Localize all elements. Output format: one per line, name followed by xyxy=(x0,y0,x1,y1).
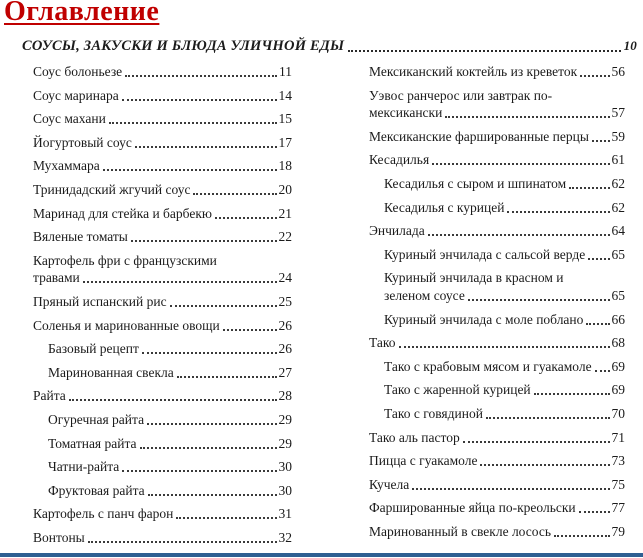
dot-leader xyxy=(534,393,610,395)
page-number: 22 xyxy=(278,229,292,245)
dot-leader xyxy=(223,329,277,331)
page-number: 26 xyxy=(278,341,292,357)
page-number: 15 xyxy=(278,111,292,127)
dot-leader xyxy=(140,447,277,449)
dot-leader xyxy=(432,163,609,165)
toc-entry-label: Огуречная райта xyxy=(48,411,145,427)
dot-leader xyxy=(507,211,609,213)
page-number: 64 xyxy=(611,223,625,239)
toc-entry-label: Базовый рецепт xyxy=(48,341,139,357)
dot-leader xyxy=(463,441,610,443)
toc-entry-label: Куриный энчилада с моле поблано xyxy=(384,311,584,327)
toc-entry[interactable] xyxy=(33,317,292,335)
toc-entry[interactable] xyxy=(369,128,625,146)
toc-entry-label: Мухаммара xyxy=(33,158,100,174)
window-edge-bar xyxy=(0,553,643,557)
toc-entry-label: Тако с крабовым мясом и гуакамоле xyxy=(384,358,592,374)
toc-entry-label: Маринад для стейка и барбекю xyxy=(33,205,212,221)
page-number: 20 xyxy=(278,181,292,197)
toc-entry-last-line xyxy=(369,222,625,240)
toc-entry-last-line xyxy=(384,381,625,399)
toc-entry-label: Тако аль пастор xyxy=(369,429,460,445)
toc-entry-label: Кесадилья xyxy=(369,152,430,168)
dot-leader xyxy=(348,50,620,52)
dot-leader xyxy=(579,511,610,513)
dot-leader xyxy=(176,517,276,519)
page-number: 66 xyxy=(611,311,625,327)
toc-entry-label-line: Уэвос ранчерос или завтрак по- xyxy=(369,87,553,103)
toc-entry-last-line xyxy=(33,87,292,105)
page-number: 57 xyxy=(611,105,625,121)
toc-entry[interactable] xyxy=(369,523,625,541)
toc-entry-label: Соленья и маринованные овощи xyxy=(33,317,220,333)
toc-entry[interactable] xyxy=(33,87,292,105)
toc-entry-last-line xyxy=(369,334,625,352)
page-number: 27 xyxy=(278,364,292,380)
toc-entry[interactable] xyxy=(33,157,292,175)
toc-entry[interactable] xyxy=(33,529,292,547)
toc-entry[interactable] xyxy=(369,405,625,423)
toc-entry-last-line xyxy=(384,405,625,423)
toc-entry-label: Вонтоны xyxy=(33,529,85,545)
dot-leader xyxy=(586,323,609,325)
toc-entry[interactable] xyxy=(369,151,625,169)
toc-entry-last-line xyxy=(384,287,625,305)
dot-leader xyxy=(468,299,610,301)
page-number: 65 xyxy=(611,287,625,303)
dot-leader xyxy=(170,305,277,307)
page-number: 75 xyxy=(611,476,625,492)
page-number: 26 xyxy=(278,317,292,333)
page-number: 30 xyxy=(278,482,292,498)
dot-leader xyxy=(122,99,277,101)
toc-entry-label-line: Куриный энчилада в красном и xyxy=(384,270,564,286)
toc-entry[interactable] xyxy=(33,134,292,152)
dot-leader xyxy=(580,75,609,77)
toc-entry-label: Фруктовая райта xyxy=(48,482,145,498)
page-number: 73 xyxy=(611,453,625,469)
page-number: 79 xyxy=(611,523,625,539)
toc-entry-label: Соус маринара xyxy=(33,87,119,103)
toc-entry[interactable] xyxy=(369,499,625,517)
toc-entry-last-line xyxy=(33,317,292,335)
page-number: 17 xyxy=(278,134,292,150)
toc-entry-last-line xyxy=(48,482,292,500)
dot-leader xyxy=(445,116,609,118)
toc-entry-label: Чатни-райта xyxy=(48,459,120,475)
dot-leader xyxy=(88,541,277,543)
page-number: 25 xyxy=(278,293,292,309)
page-number: 30 xyxy=(278,459,292,475)
toc-entry[interactable] xyxy=(369,334,625,352)
toc-entry-last-line xyxy=(384,311,625,329)
page-number: 11 xyxy=(279,64,292,79)
page-number: 32 xyxy=(278,529,292,545)
page-number: 29 xyxy=(278,435,292,451)
toc-entry[interactable] xyxy=(33,458,292,476)
dot-leader xyxy=(142,352,277,354)
toc-entry-last-line xyxy=(384,175,625,193)
toc-entry-label: Вяленые томаты xyxy=(33,229,128,245)
toc-entry[interactable] xyxy=(33,364,292,382)
toc-entry[interactable] xyxy=(369,452,625,470)
dot-leader xyxy=(109,122,277,124)
toc-entry-last-line xyxy=(48,364,292,382)
toc-entry-label: зеленом соусе xyxy=(384,287,465,303)
page-number: 29 xyxy=(278,411,292,427)
toc-entry[interactable] xyxy=(369,269,625,304)
toc-entry[interactable] xyxy=(33,110,292,128)
toc-entry-last-line xyxy=(369,104,625,122)
toc-entry[interactable] xyxy=(369,199,625,217)
page-number: 10 xyxy=(623,38,637,53)
toc-entry-last-line xyxy=(48,458,292,476)
dot-leader xyxy=(554,535,610,537)
page-number: 24 xyxy=(278,270,292,286)
toc-entry-last-line xyxy=(369,523,625,541)
toc-entry-label: Тако с жаренной курицей xyxy=(384,382,531,398)
toc-entry-last-line xyxy=(384,358,625,376)
dot-leader xyxy=(569,187,609,189)
page-number: 18 xyxy=(278,158,292,174)
toc-entry-label: Кесадилья с курицей xyxy=(384,199,505,215)
dot-leader xyxy=(122,470,276,472)
toc-entry-label: Тако с говядиной xyxy=(384,405,483,421)
toc-entry-last-line xyxy=(33,529,292,547)
toc-entry-label: Мексиканские фаршированные перцы xyxy=(369,128,589,144)
toc-entry-last-line xyxy=(369,63,625,81)
toc-entry-label: Соус махани xyxy=(33,111,106,127)
toc-entry-label: Энчилада xyxy=(369,223,425,239)
toc-entry[interactable] xyxy=(369,63,625,81)
toc-left-column xyxy=(33,63,292,552)
toc-entry-label: Пицца с гуакамоле xyxy=(369,453,478,469)
toc-entry[interactable] xyxy=(369,476,625,494)
page-number: 65 xyxy=(611,246,625,262)
toc-entry-last-line xyxy=(33,157,292,175)
dot-leader xyxy=(480,464,609,466)
toc-entry-last-line xyxy=(33,205,292,223)
toc-entry[interactable] xyxy=(369,222,625,240)
toc-entry-label: травами xyxy=(33,270,80,286)
dot-leader xyxy=(428,234,610,236)
toc-entry[interactable] xyxy=(369,246,625,264)
dot-leader xyxy=(592,140,610,142)
toc-entry-last-line xyxy=(369,476,625,494)
toc-entry-label: Тринидадский жгучий соус xyxy=(33,181,191,197)
toc-entry-last-line xyxy=(369,128,625,146)
toc-entry-last-line xyxy=(33,110,292,128)
toc-entry-label: Пряный испанский рис xyxy=(33,293,167,309)
toc-entry[interactable] xyxy=(33,340,292,358)
toc-entry-label: Кесадилья с сыром и шпинатом xyxy=(384,175,567,191)
toc-entry-label: Маринованная свекла xyxy=(48,364,174,380)
page-number: 62 xyxy=(611,199,625,215)
dot-leader xyxy=(148,494,277,496)
dot-leader xyxy=(177,376,277,378)
toc-entry[interactable] xyxy=(33,387,292,405)
toc-title: Оглавление xyxy=(4,0,160,27)
toc-entry-label: Томатная райта xyxy=(48,435,137,451)
toc-entry-label: Йогуртовый соус xyxy=(33,134,132,150)
dot-leader xyxy=(215,217,277,219)
toc-entry[interactable] xyxy=(33,228,292,246)
page-number: 69 xyxy=(611,382,625,398)
toc-entry-label: Фаршированные яйца по-креольски xyxy=(369,500,576,516)
toc-entry-last-line xyxy=(369,452,625,470)
dot-leader xyxy=(69,399,277,401)
toc-entry-last-line xyxy=(33,387,292,405)
toc-entry-last-line xyxy=(384,246,625,264)
toc-entry-last-line xyxy=(33,505,292,523)
toc-entry-last-line xyxy=(33,228,292,246)
toc-entry-last-line xyxy=(369,429,625,447)
dot-leader xyxy=(103,169,277,171)
dot-leader xyxy=(125,75,277,77)
toc-entry[interactable] xyxy=(369,311,625,329)
toc-entry[interactable] xyxy=(369,87,625,122)
toc-entry-last-line xyxy=(33,181,292,199)
toc-entry-last-line xyxy=(369,151,625,169)
toc-entry[interactable] xyxy=(369,381,625,399)
toc-heading-label: СОУСЫ, ЗАКУСКИ И БЛЮДА УЛИЧНОЙ ЕДЫ xyxy=(22,38,345,54)
toc-entry-last-line xyxy=(48,411,292,429)
toc-entry-label: Райта xyxy=(33,388,66,404)
toc-entry[interactable] xyxy=(369,175,625,193)
page-number: 77 xyxy=(611,500,625,516)
dot-leader xyxy=(412,488,609,490)
toc-entry[interactable] xyxy=(33,205,292,223)
page-number: 31 xyxy=(278,506,292,522)
toc-entry[interactable] xyxy=(33,435,292,453)
toc-entry[interactable] xyxy=(369,429,625,447)
page-number: 61 xyxy=(611,152,625,168)
toc-entry-label: Картофель с панч фарон xyxy=(33,506,174,522)
toc-entry[interactable] xyxy=(33,63,292,81)
toc-entry-last-line xyxy=(33,269,292,287)
dot-leader xyxy=(83,281,277,283)
toc-heading-entry[interactable] xyxy=(22,38,637,55)
page-number: 59 xyxy=(611,128,625,144)
page-number: 69 xyxy=(611,358,625,374)
toc-entry-last-line xyxy=(33,134,292,152)
dot-leader xyxy=(595,370,610,372)
toc-entry-label-line: Картофель фри с французскими xyxy=(33,252,217,268)
dot-leader xyxy=(588,258,609,260)
page-number: 68 xyxy=(611,335,625,351)
page-number: 62 xyxy=(611,175,625,191)
toc-entry[interactable] xyxy=(33,293,292,311)
toc-entry-label: Кучела xyxy=(369,476,410,492)
toc-entry-last-line xyxy=(33,63,292,81)
dot-leader xyxy=(486,417,610,419)
toc-entry-last-line xyxy=(33,293,292,311)
toc-right-column xyxy=(369,63,625,546)
toc-entry-label: мексикански xyxy=(369,105,443,121)
toc-entry-last-line xyxy=(48,340,292,358)
dot-leader xyxy=(399,346,610,348)
toc-entry[interactable] xyxy=(33,181,292,199)
toc-entry[interactable] xyxy=(33,411,292,429)
toc-entry-label: Куриный энчилада с сальсой верде xyxy=(384,246,586,262)
toc-entry-last-line xyxy=(384,199,625,217)
toc-entry[interactable] xyxy=(33,252,292,287)
toc-entry-last-line xyxy=(48,435,292,453)
dot-leader xyxy=(147,423,276,425)
toc-entry-label: Соус болоньезе xyxy=(33,64,123,79)
toc-entry-label: Маринованный в свекле лосось xyxy=(369,523,551,539)
dot-leader xyxy=(193,193,276,195)
dot-leader xyxy=(131,240,277,242)
toc-entry[interactable] xyxy=(369,358,625,376)
page-number: 21 xyxy=(278,205,292,221)
page-number: 70 xyxy=(611,405,625,421)
page-number: 56 xyxy=(611,64,625,79)
page-number: 71 xyxy=(611,429,625,445)
page-number: 14 xyxy=(278,87,292,103)
toc-entry-last-line xyxy=(369,499,625,517)
dot-leader xyxy=(135,146,277,148)
toc-entry-label: Тако xyxy=(369,335,396,351)
toc-entry[interactable] xyxy=(33,505,292,523)
toc-entry-label: Мексиканский коктейль из креветок xyxy=(369,64,578,79)
page-number: 28 xyxy=(278,388,292,404)
toc-entry[interactable] xyxy=(33,482,292,500)
